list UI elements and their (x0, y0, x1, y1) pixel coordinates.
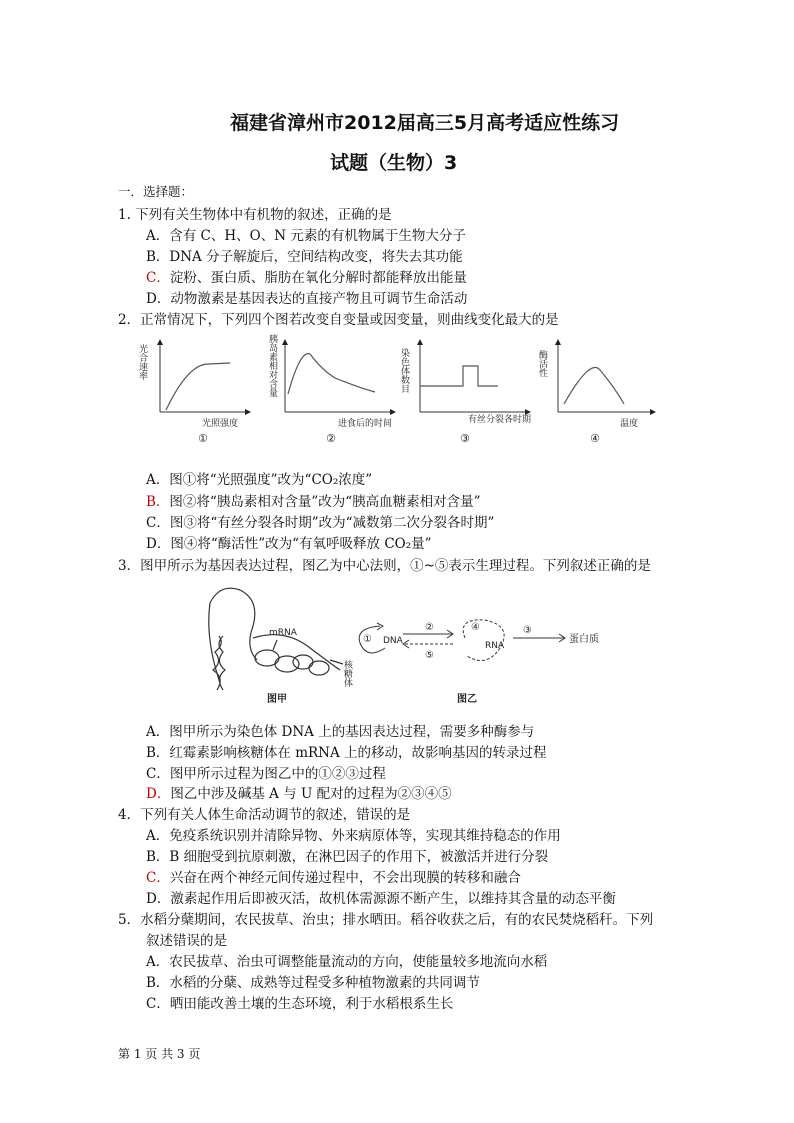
q4-option-d: D．激素起作用后即被灭活，故机体需源源不断产生，以维持其含量的动态平衡 (146, 891, 616, 907)
graph-4-xlabel: 温度 (620, 419, 639, 429)
title-line-1: 福建省漳州市2012届高三5月高考适应性练习 (230, 112, 620, 134)
graph-4 (558, 340, 655, 412)
question-5-stem-cont: 叙述错误的是 (146, 933, 227, 949)
q3-figures (195, 578, 615, 708)
graph-4-ylabel: 酶活性 (537, 350, 547, 377)
graph-1-number: ① (198, 432, 208, 445)
q4-option-a: A．免疫系统识别并清除异物、外来病原体等，实现其维持稳态的作用 (146, 828, 561, 844)
graph-1-xlabel: 光照强度 (202, 419, 239, 429)
q2-option-c: C．图③将“有丝分裂各时期”改为“减数第二次分裂各时期” (146, 515, 495, 531)
q2-graphs (130, 330, 670, 455)
graph-4-number: ④ (590, 432, 600, 445)
figure-jia (209, 588, 343, 690)
fig-yi-circle-1: ① (363, 634, 372, 645)
fig-yi-rna: RNA (485, 641, 505, 651)
question-5-stem: 5．水稻分蘖期间，农民拔草、治虫；排水晒田。稻谷收获之后，有的农民焚烧稻秆。下列 (118, 912, 654, 928)
graph-3 (420, 340, 530, 412)
graph-3-number: ③ (460, 432, 470, 445)
q5-option-b: B．水稻的分蘖、成熟等过程受多种植物激素的共同调节 (146, 975, 480, 991)
fig-yi-circle-4: ④ (471, 622, 480, 633)
fig-yi-protein: 蛋白质 (569, 634, 599, 645)
q5-option-c: C．晒田能改善土壤的生态环境，利于水稻根系生长 (146, 996, 454, 1012)
graph-2-xlabel: 进食后的时间 (338, 419, 393, 429)
graph-1-ylabel: 光合速率 (137, 344, 147, 380)
q3-option-c: C．图甲所示过程为图乙中的①②③过程 (146, 766, 386, 782)
section-heading: 一．选择题： (118, 184, 194, 199)
fig-jia-ribosome-label: 核糖体 (342, 660, 352, 687)
graph-3-ylabel: 染色体数目 (399, 348, 409, 393)
graph-3-xlabel: 有丝分裂各时期 (468, 415, 532, 425)
fig-yi-dna: DNA (383, 636, 403, 646)
graph-2 (285, 340, 395, 412)
question-2-stem: 2．正常情况下，下列四个图若改变自变量或因变量，则曲线变化最大的是 (118, 312, 559, 328)
question-1-stem: 1. 下列有关生物体中有机物的叙述，正确的是 (118, 207, 392, 223)
q4-option-b: B．B 细胞受到抗原刺激，在淋巴因子的作用下，被激活并进行分裂 (146, 849, 549, 865)
fig-jia-caption: 图甲 (267, 694, 287, 705)
fig-yi-circle-3: ③ (523, 625, 532, 636)
q5-option-a: A．农民拔草、治虫可调整能量流动的方向，使能量较多地流向水稻 (146, 954, 548, 970)
fig-yi-circle-5: ⑤ (425, 650, 434, 661)
graph-1 (160, 340, 250, 412)
page-footer: 第 1 页 共 3 页 (118, 1047, 201, 1061)
q1-option-c: C．淀粉、蛋白质、脂肪在氧化分解时都能释放出能量 (146, 270, 467, 286)
graph-2-ylabel: 胰岛素相对含量 (267, 334, 277, 397)
graph-2-number: ② (326, 432, 336, 445)
q1-option-d: D．动物激素是基因表达的直接产物且可调节生命活动 (146, 291, 468, 307)
q2-option-d: D．图④将“酶活性”改为“有氧呼吸释放 CO₂量” (146, 536, 432, 552)
q3-option-b: B．红霉素影响核糖体在 mRNA 上的移动，故影响基因的转录过程 (146, 745, 547, 761)
q3-option-a: A．图甲所示为染色体 DNA 上的基因表达过程，需要多种酶参与 (146, 724, 535, 740)
q1-option-b: B．DNA 分子解旋后，空间结构改变，将失去其功能 (146, 249, 463, 265)
fig-yi-circle-2: ② (425, 622, 434, 633)
fig-yi-caption: 图乙 (457, 694, 477, 705)
title-line-2: 试题（生物）3 (330, 152, 458, 174)
q4-option-c: C．兴奋在两个神经元间传递过程中，不会出现膜的转移和融合 (146, 870, 521, 886)
q1-option-a: A．含有 C、H、O、N 元素的有机物属于生物大分子 (146, 228, 466, 244)
question-4-stem: 4．下列有关人体生命活动调节的叙述，错误的是 (118, 807, 411, 823)
fig-jia-mrna-label: mRNA (269, 628, 297, 638)
q3-option-d: D．图乙中涉及碱基 A 与 U 配对的过程为②③④⑤ (146, 786, 452, 802)
q2-option-a: A．图①将“光照强度”改为“CO₂浓度” (146, 472, 373, 488)
q2-option-b: B．图②将“胰岛素相对含量”改为“胰高血糖素相对含量” (146, 494, 481, 510)
question-3-stem: 3．图甲所示为基因表达过程，图乙为中心法则，①~⑤表示生理过程。下列叙述正确的是 (118, 558, 651, 574)
